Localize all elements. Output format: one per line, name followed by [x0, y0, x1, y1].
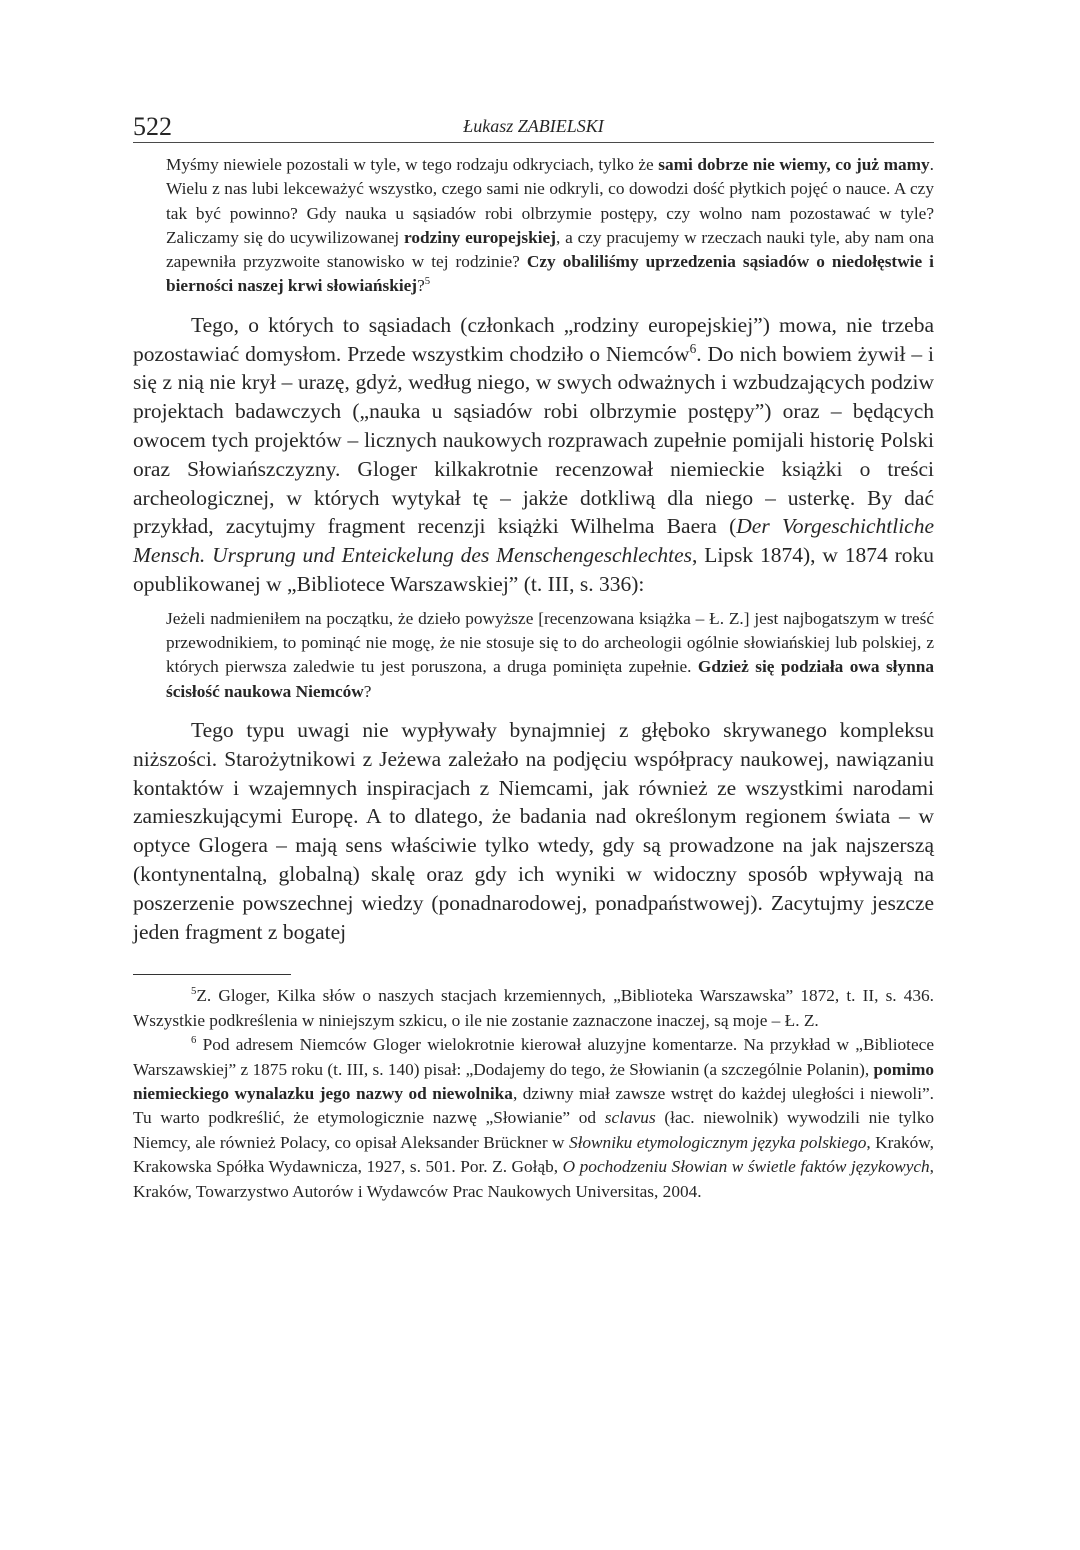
footnote-divider: [133, 974, 291, 975]
running-head-author: Łukasz ZABIELSKI: [463, 116, 604, 136]
emphasis: pomimo niemieckiego wynalazku jego nazwy od niewolnika: [133, 1059, 935, 1103]
emphasis: Czy obaliliśmy uprzedzenia sąsiadów o niedołęstwie i bierności naszej krwi słowiańskiej: [166, 252, 934, 296]
footnote-ref-6[interactable]: 6: [689, 340, 697, 356]
block-quote-1: Myśmy niewiele pozostali w tyle, w tego rodzaju odkryciach, tylko że sami dobrze nie wiemy, co już mamy. Wielu z nas lubi lekceważyć wszystko, czego sami nie odkryli, co dowodzi dość płytkich pojęć o nauce. A czy tak być powinno? Gdy nauka u sąsiadów robi olbrzymie postępy, czy wolno nam pozostawać w tyle? Zaliczamy się do ucywilizowanej rodziny europejskiej, a czy pracujemy w rzeczach nauki tyle, aby nam ona zapewniła przyzwoite stanowisko w tej rodzinie? Czy obaliliśmy uprzedzenia sąsiadów o niedołęstwie i bierności naszej krwi słowiańskiej?$^5$: [166, 155, 934, 296]
emphasis: rodziny europejskiej: [403, 227, 556, 247]
page-header: [133, 112, 934, 143]
footnote-ref-5[interactable]: 5: [424, 275, 431, 288]
book-title: O pochodzeniu Słowian w świetle faktów językowych: [562, 1157, 930, 1177]
footnote-6: $^6$ Pod adresem Niemców Gloger wielokrotnie kierował aluzyjne komentarze. Na przykład w „Bibliotece Warszawskiej” z 1875 roku (t. III, s. 140) pisał: „Dodajemy do tego, że Słowianin (a szczególnie Polanin), pomimo niemieckiego wynalazku jego nazwy od niewolnika, dziwny miał zawsze wstręt do każdej uległości i niewoli”. Tu warto podkreślić, że etymologicznie nazwę „Słowianie” od sclavus (łac. niewolnik) wywodzili nie tylko Niemcy, ale również Polacy, co opisał Aleksander Brückner w Słowniku etymologicznym języka polskiego, Kraków, Krakowska Spółka Wydawnicza, 1927, s. 501. Por. Z. Gołąb, O pochodzeniu Słowian w świetle faktów językowych, Kraków, Towarzystwo Autorów i Wydawców Prac Naukowych Universitas, 2004.: [133, 1034, 935, 1201]
block-quote-2: Jeżeli nadmieniłem na początku, że dzieło powyższe [recenzowana książka – Ł. Z.] jest najbogatszym w treść przewodnikiem, to pominąć nie mogę, że nie stosuje się to do archeologii ogólnie słowiańskiej lub polskiej, z których pierwsza zaledwie tu jest poruszona, a druga pominięta zupełnie. Gdzież się podziała owa słynna ścisłość naukowa Niemców?: [166, 608, 934, 701]
footnotes: [133, 984, 934, 1204]
latin-term: sclavus: [604, 1108, 656, 1128]
body-paragraph-2: Tego typu uwagi nie wypływały bynajmniej z głęboko skrywanego kompleksu niższości. Starożytnikowi z Jeżewa zależało na podjęciu współpracy naukowej, nawiązaniu kontaktów i wzajemnych inspiracjach z Niemcami, jak również ze wszystkimi narodami zamieszkującymi Europę. A to dlatego, że badania nad określonym regionem świata – w optyce Glogera – mają sens właściwie tylko wtedy, gdy są prowadzone na jak najszerszą (kontynentalną, globalną) skalę oraz gdy ich wyniki w widoczny sposób wpływają na poszerzenie powszechnej wiedzy (ponadnarodowej, ponadpaństwowej). Zacytujmy jeszcze jeden fragment z bogatej: [133, 717, 934, 944]
emphasis: Gdzież się podziała owa słynna ścisłość naukowa Niemców: [166, 657, 934, 701]
page: [133, 112, 934, 1204]
body-paragraph-1: Tego, o których to sąsiadach (członkach „rodziny europejskiej”) mowa, nie trzeba pozostawiać domysłom. Przede wszystkim chodziło o Niemców$^6$. Do nich bowiem żywił – i się z nią nie krył – urazę, gdyż, według niego, w swych odważnych i wzbudzających podziw projektach badawczych („nauka u sąsiadów robi olbrzymie postępy”) oraz – będących owocem tych projektów – licznych naukowych rozprawach zupełnie pomijali historię Polski oraz Słowiańszczyzny. Gloger kilkakrotnie recenzował niemieckie książki o treści archeologicznej, w których wytykał tę – jakże dotkliwą dla niego – usterkę. By dać przykład, zacytujmy fragment recenzji książki Wilhelma Baera (Der Vorgeschichtliche Mensch. Ursprung und Enteickelung des Menschengeschlechtes, Lipsk 1874), w 1874 roku opublikowanej w „Bibliotece Warszawskiej” (t. III, s. 336):: [133, 312, 934, 596]
book-title: Słowniku etymologicznym języka polskiego: [568, 1132, 867, 1152]
footnote-5: $^5$Z. Gloger, Kilka słów o naszych stacjach krzemiennych, „Biblioteka Warszawska” 1872, t. II, s. 436. Wszystkie podkreślenia w niniejszym szkicu, o ile nie zostanie zaznaczone inaczej, są moje – Ł. Z.: [133, 985, 934, 1030]
page-number: 522: [133, 112, 172, 141]
footnote-number: 5: [191, 985, 197, 998]
emphasis: sami dobrze nie wiemy, co już mamy: [658, 155, 930, 174]
book-title: Der Vorgeschichtliche Mensch. Ursprung und Enteickelung des Menschengeschlechtes: [133, 514, 934, 568]
footnote-number: 6: [191, 1034, 197, 1047]
